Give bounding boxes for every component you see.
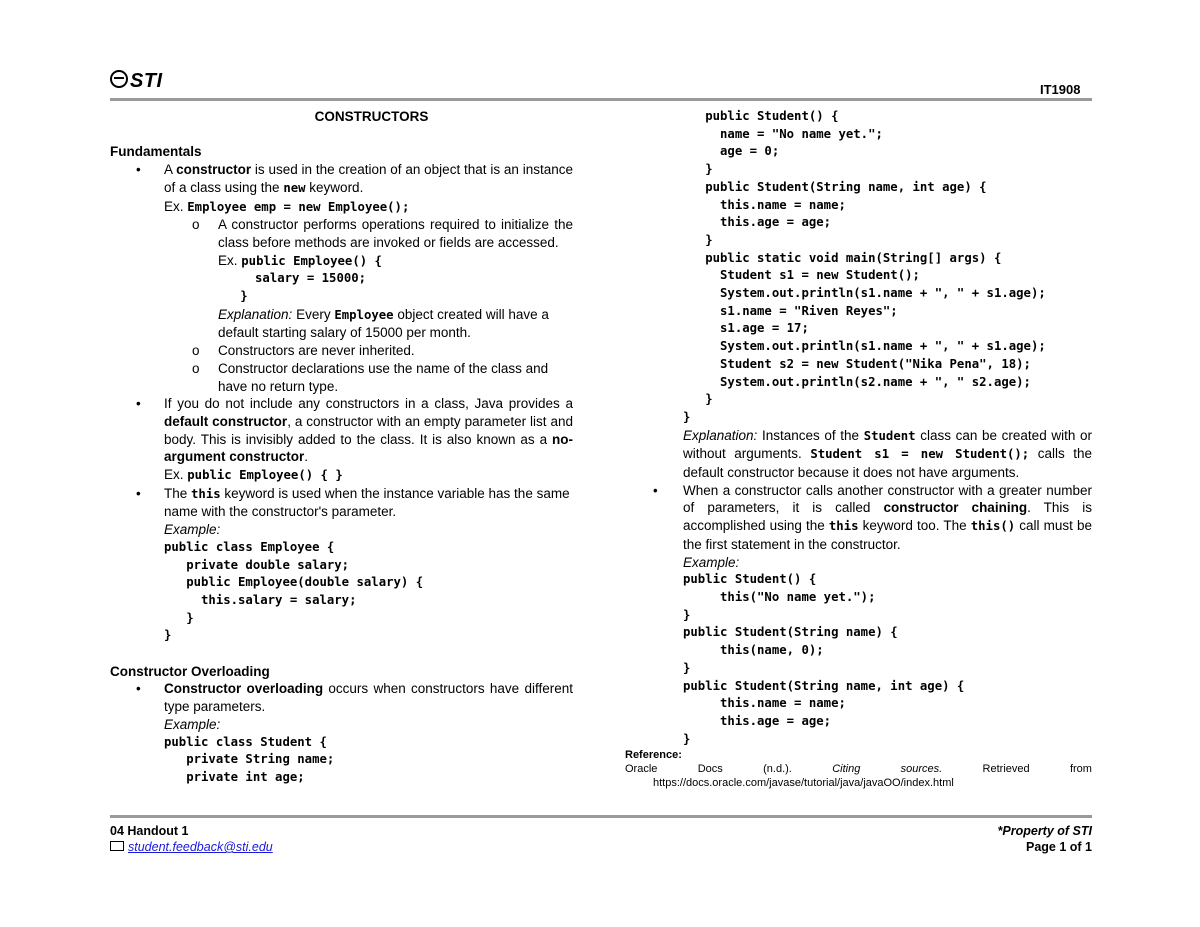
handout-label: 04 Handout 1 (110, 824, 189, 838)
term: no-argument constructor (164, 431, 573, 465)
envelope-icon (110, 841, 124, 851)
text: call must be the first statement in the constructor. (683, 518, 1092, 552)
example-label: Example: (683, 554, 740, 570)
text: The (164, 485, 192, 501)
text: is used in the creation of an object that is an instance of a class using the (164, 162, 573, 195)
example-label: Ex. (218, 252, 242, 268)
reference-url: https://docs.oracle.com/javase/tutorial/java/javaOO/index.html (653, 777, 954, 790)
keyword: Employee (334, 307, 394, 322)
example-label: Example: (164, 716, 221, 732)
ref-word: from (1069, 763, 1092, 776)
text: Every (292, 306, 335, 322)
right-column (625, 108, 1092, 790)
text: When a constructor calls another constructor with a greater number of parameters, it is called (683, 482, 1092, 516)
text: Instances of the (757, 427, 864, 443)
ref-word: (n.d.). (763, 763, 792, 776)
code-snippet: public Employee() { } (187, 468, 343, 483)
footer-right (998, 823, 1092, 855)
logo-text: STI (130, 70, 163, 92)
code-line: public Employee() { (241, 253, 382, 268)
text: keyword too. The (858, 518, 971, 534)
reference (625, 748, 1092, 790)
reference-line (625, 762, 1092, 776)
left-column (110, 108, 573, 787)
footer-rule (110, 815, 1092, 818)
keyword: this (191, 486, 221, 501)
keyword: new (283, 180, 306, 195)
code-block: public Student() { name = "No name yet."; age = 0; } public Student(String name, int age) { this.name = name; this.age = age; } public static void main(String[] args) { Student s1 = new Student(); System.out.println(s1.name + ", " + s1.age); s1.name = "Riven Reyes"; s1.age = 17; System.out.println(s1.name + ", " + s1.age); Student s2 = new Student("Nika Pena", 18); System.out.println(s2.name + ", " s2.age); } } (683, 109, 1046, 424)
keyword: this() (970, 519, 1016, 534)
feedback-email-link[interactable]: student.feedback@sti.edu (128, 840, 273, 854)
sub-list-item: o Constructor declarations use the name of the class and have no return type. (192, 360, 549, 394)
reference-label: Reference: (625, 749, 682, 762)
code-block: public Student() { this("No name yet."); } public Student(String name) { this(name, 0); } public Student(String name, int age) { this.name = name; this.age = age; } (683, 572, 965, 746)
text: A constructor performs operations required to initialize the class before methods are invoked or fields are accessed. (218, 217, 573, 250)
text: A (164, 162, 177, 178)
property-label: *Property of STI (997, 824, 1092, 838)
text: keyword is used when the instance variable has the same name with the constructor's parameter. (164, 485, 570, 520)
sti-logo (110, 70, 163, 93)
ref-word: Retrieved (982, 763, 1030, 776)
term: default constructor (164, 413, 288, 429)
text: Constructors are never inherited. (218, 343, 415, 359)
list-item: • The this keyword is used when the instance variable has the same name with the constructor's parameter. (136, 485, 570, 520)
text: keyword. (305, 179, 364, 195)
ref-word: Citing (832, 763, 861, 776)
text: class can be created with or without arguments. (683, 427, 1093, 462)
sub-list-item: o Constructors are never inherited. (192, 343, 415, 359)
code-line: } (218, 289, 248, 304)
example-label: Ex. (164, 467, 188, 483)
code-snippet: Employee emp = new Employee(); (187, 199, 410, 214)
example-label: Example: (164, 522, 221, 538)
sub-list-item: o A constructor performs operations required to initialize the class before methods are invoked or fields are accessed. (192, 217, 573, 250)
list-item: • When a constructor calls another constructor with a greater number of parameters, it is called constructor chaining. This is accomplished using the this keyword too. The this() call must be the first statement in the constructor. (653, 482, 1092, 552)
text: Constructor declarations use the name of the class and have no return type. (218, 360, 549, 394)
text: calls the default constructor because it does not have arguments. (683, 446, 1092, 481)
keyword: Student s1 = new Student(); (810, 447, 1030, 462)
example-label: Ex. (164, 198, 188, 214)
text: . (304, 449, 309, 465)
keyword: this (828, 519, 859, 534)
code-block: public class Employee { private double salary; public Employee(double salary) { this.salary = salary; } } (164, 539, 424, 643)
list-item: • Constructor overloading occurs when constructors have different type parameters. (136, 681, 574, 715)
ref-word: Docs (697, 763, 723, 776)
text: , a constructor with an empty parameter list and body. This is invisibly added to the class. It is also known as a (164, 413, 573, 447)
ref-word: sources. (900, 763, 943, 776)
list-item: • If you do not include any constructors in a class, Java provides a default constructor, a constructor with an empty parameter list and body. This is invisibly added to the class. It is also known as a no-argument constructor. (136, 396, 573, 465)
sti-logo-icon (110, 70, 128, 88)
text: object created will have a default starting salary of 15000 per month. (218, 306, 549, 341)
explanation-label: Explanation: (683, 427, 758, 443)
course-code: IT1908 (1040, 82, 1081, 97)
term: Constructor overloading (164, 681, 324, 697)
ref-word: Oracle (625, 763, 658, 776)
header-rule (110, 98, 1092, 101)
keyword: Student (863, 428, 916, 443)
code-block: public class Student { private String name; private int age; (164, 734, 335, 784)
overloading-heading: Constructor Overloading (110, 663, 270, 679)
explanation-label: Explanation: (218, 306, 293, 322)
fundamentals-heading: Fundamentals (110, 144, 202, 160)
text: . This is accomplished using the (683, 500, 1092, 534)
page-number: Page 1 of 1 (1026, 840, 1092, 854)
text: If you do not include any constructors in a class, Java provides a (164, 396, 573, 412)
code-line: salary = 15000; (218, 271, 367, 286)
page-title: CONSTRUCTORS (314, 109, 429, 124)
term: constructor chaining (883, 500, 1028, 516)
list-item: • A constructor is used in the creation of an object that is an instance of a class using the new keyword. (136, 162, 573, 195)
footer-left (110, 823, 273, 855)
text: occurs when constructors have different type parameters. (164, 681, 574, 715)
explanation (683, 427, 1092, 482)
term: constructor (176, 162, 252, 178)
